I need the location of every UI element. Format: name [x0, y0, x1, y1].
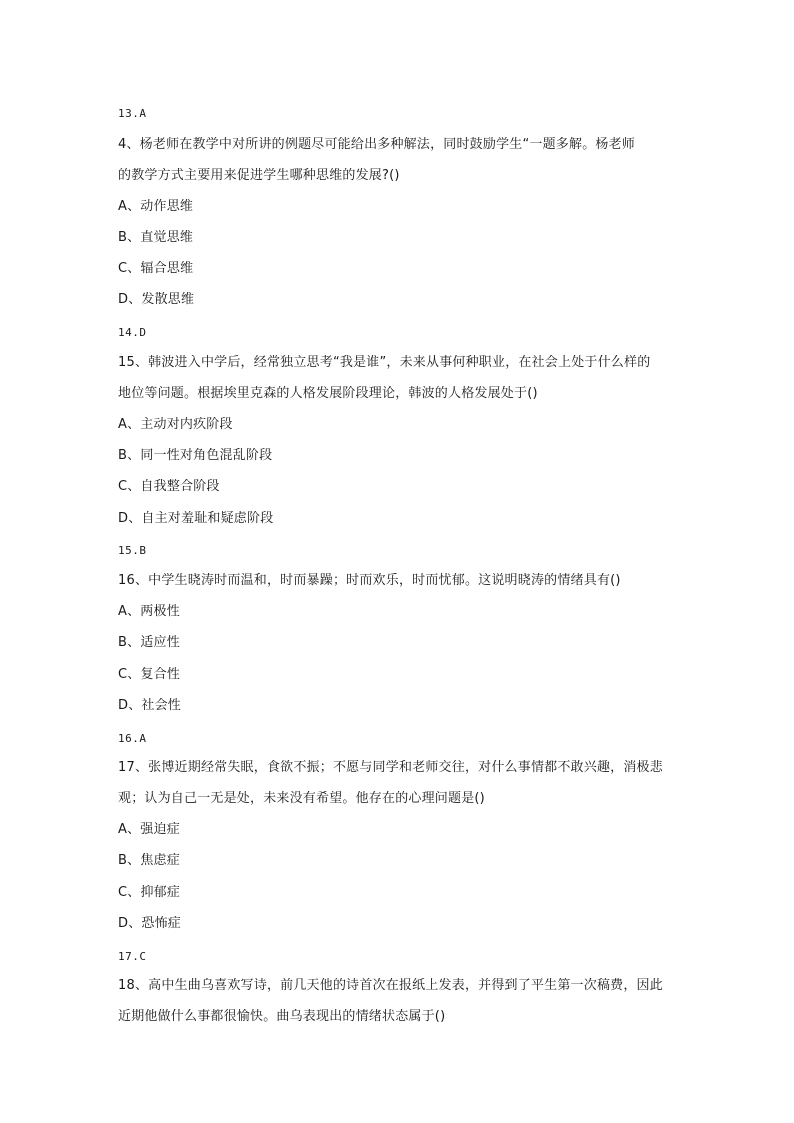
option-line: B、焦虑症: [118, 853, 180, 868]
option-line: B、同一性对角色混乱阶段: [118, 448, 273, 463]
option-line: A、两极性: [118, 604, 180, 619]
option-line: C、辐合思维: [118, 261, 194, 276]
answer-line: 16.A: [118, 732, 147, 745]
option-line: D、发散思维: [118, 292, 195, 307]
option-line: A、动作思维: [118, 199, 194, 214]
question-line: 16、中学生晓涛时而温和，时而暴躁；时而欢乐，时而忧郁。这说明晓涛的情绪具有(): [118, 573, 621, 588]
answer-line: 15.B: [118, 544, 147, 557]
option-line: B、适应性: [118, 635, 180, 650]
question-line: 18、高中生曲乌喜欢写诗，前几天他的诗首次在报纸上发表，并得到了平生第一次稿费，因此: [118, 978, 663, 993]
answer-line: 17.C: [118, 950, 147, 963]
option-line: A、主动对内疚阶段: [118, 417, 233, 432]
question-line: 17、张博近期经常失眠，食欲不振；不愿与同学和老师交往，对什么事情都不敢兴趣，消极悲: [118, 760, 663, 775]
option-line: C、抑郁症: [118, 885, 181, 900]
question-line: 15、韩波进入中学后，经常独立思考“我是谁”，未来从事何种职业，在社会上处于什么样的: [118, 355, 651, 370]
question-line: 4、杨老师在教学中对所讲的例题尽可能给出多种解法，同时鼓励学生“一题多解。杨老师: [118, 137, 636, 152]
question-line: 地位等问题。根据埃里克森的人格发展阶段理论，韩波的人格发展处于(): [118, 386, 538, 401]
option-line: D、社会性: [118, 698, 182, 713]
question-line: 的教学方式主要用来促进学生哪种思维的发展?(): [118, 168, 400, 183]
option-line: D、恐怖症: [118, 916, 182, 931]
answer-line: 14.D: [118, 326, 147, 339]
option-line: D、自主对羞耻和疑虑阶段: [118, 511, 274, 526]
option-line: A、强迫症: [118, 822, 180, 837]
question-line: 近期他做什么事都很愉快。曲乌表现出的情绪状态属于(): [118, 1009, 446, 1024]
option-line: C、复合性: [118, 667, 181, 682]
question-line: 观；认为自己一无是处，未来没有希望。他存在的心理问题是(): [118, 791, 485, 806]
option-line: B、直觉思维: [118, 230, 194, 245]
option-line: C、自我整合阶段: [118, 479, 220, 494]
answer-line: 13.A: [118, 107, 147, 120]
